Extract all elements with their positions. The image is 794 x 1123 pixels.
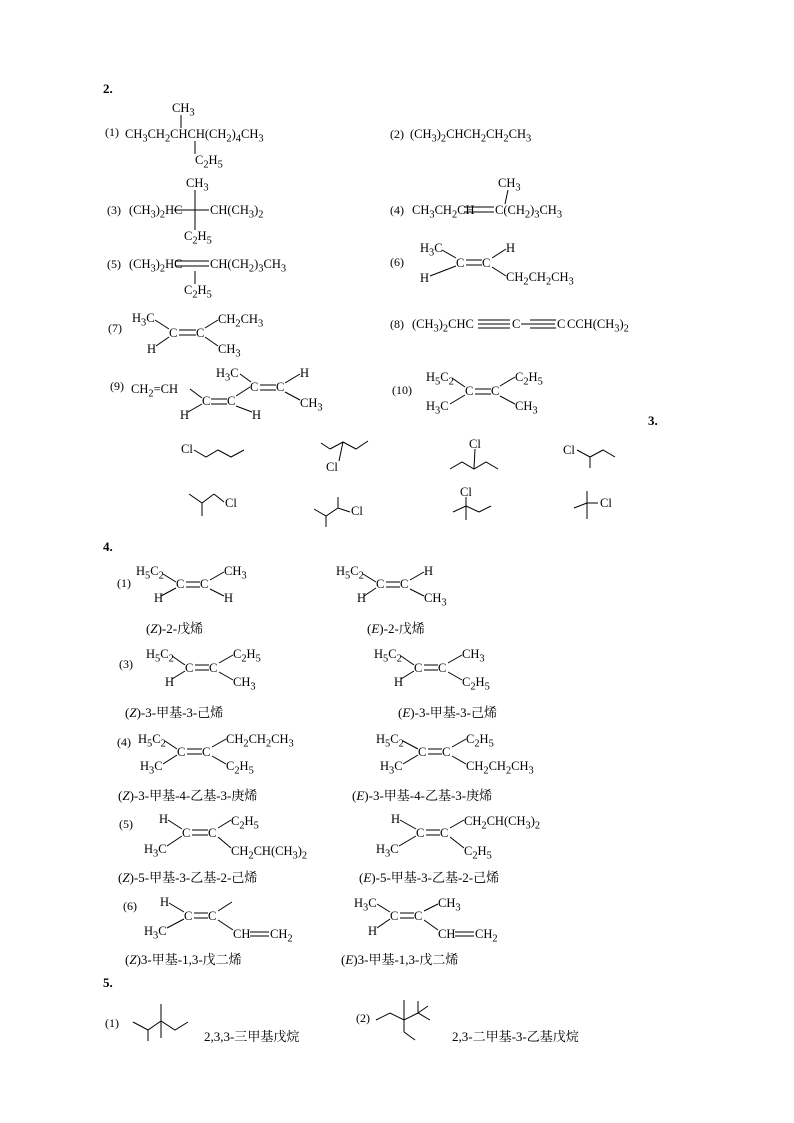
chlorine-label: Cl <box>460 485 472 499</box>
formula-text: C <box>208 826 217 840</box>
formula-text: H <box>252 408 262 422</box>
q5-number-1: (1) <box>105 1016 119 1030</box>
formula-text: $C_2H_5$ <box>231 814 259 832</box>
formula-text: C <box>250 380 259 394</box>
formula-text: $H_3C$ <box>420 241 443 259</box>
formula-text: $H_3C$ <box>132 311 155 329</box>
formula-text: C <box>414 661 423 675</box>
q2-number-1: (1) <box>105 125 119 139</box>
formula-text: $H_3C$ <box>426 399 449 417</box>
formula-text: $H_5C_2$ <box>138 732 166 750</box>
formula-text: $C_2H_5$ <box>466 732 494 750</box>
isomer-name: (Z)3-甲基-1,3-戊二烯 <box>125 952 242 967</box>
formula-text: C <box>557 317 566 331</box>
formula-text: $C_2H_5$ <box>464 844 492 862</box>
q2-number-5: (5) <box>107 257 121 271</box>
isomer-name: (Z)-2-戊烯 <box>146 621 204 636</box>
chlorine-label: Cl <box>563 443 575 457</box>
q4-number-6: (6) <box>123 899 137 913</box>
chlorine-label: Cl <box>326 460 338 474</box>
formula-text: $H_3C$ <box>380 759 403 777</box>
formula-text: $C_2H_5$ <box>226 759 254 777</box>
chlorine-label: Cl <box>469 437 481 451</box>
formula-text: C <box>227 394 236 408</box>
formula-text: H <box>300 366 310 380</box>
formula-text: C <box>491 384 500 398</box>
q4-number-1: (1) <box>117 576 131 590</box>
formula-text: C <box>442 745 451 759</box>
formula-text: C <box>196 326 205 340</box>
formula-text: $C(CH_2)_3CH_3$ <box>495 203 563 221</box>
formula-text: C <box>440 826 449 840</box>
formula-text: $CH_3$ <box>300 396 323 414</box>
formula-text: $CH_3CH_2CHCH(CH_2)_4CH_3$ <box>125 127 264 145</box>
formula-text: $C_2H_5$ <box>184 229 212 247</box>
formula-text: $C_2H_5$ <box>462 675 490 693</box>
chlorine-label: Cl <box>600 496 612 510</box>
formula-text: $CH_2CH_2CH_3$ <box>506 270 574 288</box>
formula-text: H <box>394 675 404 689</box>
isomer-name: (E)-2-戊烯 <box>367 621 425 636</box>
formula-text: C <box>456 256 465 270</box>
formula-text: C <box>176 577 185 591</box>
formula-text: $CH_3$ <box>186 176 209 194</box>
formula-text: C <box>182 826 191 840</box>
formula-text: C <box>438 661 447 675</box>
q2-number-9: (9) <box>110 379 124 393</box>
formula-text: C <box>200 577 209 591</box>
formula-text: $CH_3$ <box>498 176 521 194</box>
compound-name: 2,3-二甲基-3-乙基戊烷 <box>452 1029 579 1044</box>
formula-text: $CH_2$ <box>475 927 498 945</box>
formula-text: C <box>202 745 211 759</box>
formula-text: CH <box>438 927 456 941</box>
formula-text: $C_2H_5$ <box>184 283 212 301</box>
formula-text: H <box>159 812 169 826</box>
formula-text: $CH_3$ <box>233 675 256 693</box>
formula-text: $H_3C$ <box>216 366 239 384</box>
q5-number-2: (2) <box>356 1011 370 1025</box>
formula-text: C <box>414 909 423 923</box>
formula-text: $C_2H_5$ <box>195 153 223 171</box>
formula-text: C <box>184 909 193 923</box>
formula-text: H <box>357 591 367 605</box>
isomer-name: (Z)-3-甲基-3-己烯 <box>125 705 224 720</box>
formula-text: C <box>376 577 385 591</box>
formula-text: H <box>424 564 434 578</box>
formula-text: C <box>416 826 425 840</box>
formula-text: H <box>506 241 516 255</box>
q2-number-7: (7) <box>108 321 122 335</box>
formula-text: $CH(CH_2)_3CH_3$ <box>210 257 287 275</box>
chlorine-label: Cl <box>225 496 237 510</box>
formula-text: $CH_2CH_2CH_3$ <box>466 759 534 777</box>
compound-name: 2,3,3-三甲基戊烷 <box>204 1029 300 1044</box>
q4-number-3: (3) <box>119 657 133 671</box>
formula-text: $H_3C$ <box>144 842 167 860</box>
formula-text: H <box>391 812 401 826</box>
formula-text: $CH_2CH(CH_3)_2$ <box>231 844 308 862</box>
formula-text: $CH_2$ <box>270 927 293 945</box>
formula-text: C <box>177 745 186 759</box>
formula-text: $C_2H_5$ <box>515 370 543 388</box>
formula-text: C <box>400 577 409 591</box>
formula-text: $H_3C$ <box>376 842 399 860</box>
formula-text: H <box>160 895 170 909</box>
formula-text: $H_5C_2$ <box>426 370 454 388</box>
formula-text: $H_3C$ <box>144 924 167 942</box>
formula-text: C <box>169 326 178 340</box>
formula-text: $H_5C_2$ <box>374 647 402 665</box>
formula-text: $CH_3CH_2CH$ <box>412 203 475 221</box>
section-5-header: 5. <box>103 975 113 990</box>
isomer-name: (E)-5-甲基-3-乙基-2-己烯 <box>359 870 500 885</box>
formula-text: $CCH(CH_3)_2$ <box>567 317 629 335</box>
formula-text: H <box>224 591 234 605</box>
isomer-name: (Z)-3-甲基-4-乙基-3-庚烯 <box>118 788 258 803</box>
section-4-header: 4. <box>103 539 113 554</box>
q2-number-10: (10) <box>392 383 412 397</box>
formula-text: C <box>418 745 427 759</box>
formula-text: $CH_2CH_2CH_3$ <box>226 732 294 750</box>
formula-text: $(CH_3)_2CHC$ <box>412 317 474 335</box>
q2-number-8: (8) <box>390 317 404 331</box>
formula-text: $(CH_3)_2CHCH_2CH_2CH_3$ <box>410 127 532 145</box>
formula-text: C <box>185 661 194 675</box>
formula-text: $CH_2CH(CH_3)_2$ <box>464 814 541 832</box>
isomer-name: (E)3-甲基-1,3-戊二烯 <box>341 952 459 967</box>
isomer-name: (E)-3-甲基-3-己烯 <box>398 705 497 720</box>
formula-text: $(CH_3)_2HC$ <box>129 203 183 221</box>
formula-text: C <box>208 909 217 923</box>
section-2-header: 2. <box>103 81 113 96</box>
formula-text: C <box>465 384 474 398</box>
q2-number-6: (6) <box>390 255 404 269</box>
formula-text: $CH_3$ <box>515 399 538 417</box>
q2-number-3: (3) <box>107 203 121 217</box>
formula-text: $CH_3$ <box>462 647 485 665</box>
q4-number-5: (5) <box>119 817 133 831</box>
formula-text: $H_3C$ <box>140 759 163 777</box>
formula-text: H <box>154 591 164 605</box>
formula-text: $CH_3$ <box>218 342 241 360</box>
formula-text: C <box>390 909 399 923</box>
formula-text: H <box>420 271 430 285</box>
formula-text: C <box>482 256 491 270</box>
formula-text: $H_5C_2$ <box>376 732 404 750</box>
q2-number-4: (4) <box>390 203 404 217</box>
q4-number-4: (4) <box>117 735 131 749</box>
formula-text: C <box>202 394 211 408</box>
formula-text: $CH_2CH_3$ <box>218 312 264 330</box>
formula-text: $CH_3$ <box>438 896 461 914</box>
formula-text: CH <box>233 927 251 941</box>
isomer-name: (Z)-5-甲基-3-乙基-2-己烯 <box>118 870 258 885</box>
chlorine-label: Cl <box>351 504 363 518</box>
formula-text: $CH_2=CH$ <box>131 382 178 400</box>
formula-text: $CH_3$ <box>172 101 195 119</box>
formula-text: H <box>147 342 157 356</box>
formula-text: $H_3C$ <box>354 896 377 914</box>
formula-text: $C_2H_5$ <box>233 647 261 665</box>
formula-text: H <box>368 924 378 938</box>
q2-number-2: (2) <box>390 127 404 141</box>
formula-text: H <box>165 675 175 689</box>
formula-text: $H_5C_2$ <box>336 564 364 582</box>
formula-text: $CH_3$ <box>424 591 447 609</box>
chlorine-label: Cl <box>181 442 193 456</box>
formula-text: $CH_3$ <box>224 564 247 582</box>
formula-text: $CH(CH_3)_2$ <box>210 203 264 221</box>
formula-text: C <box>276 380 285 394</box>
formula-text: $H_5C_2$ <box>146 647 174 665</box>
isomer-name: (E)-3-甲基-4-乙基-3-庚烯 <box>352 788 493 803</box>
formula-text: H <box>180 408 190 422</box>
formula-text: $H_5C_2$ <box>136 564 164 582</box>
section-3-header: 3. <box>648 413 658 428</box>
formula-text: $(CH_3)_2HC$ <box>129 257 183 275</box>
formula-text: C <box>512 317 521 331</box>
formula-text: C <box>209 661 218 675</box>
